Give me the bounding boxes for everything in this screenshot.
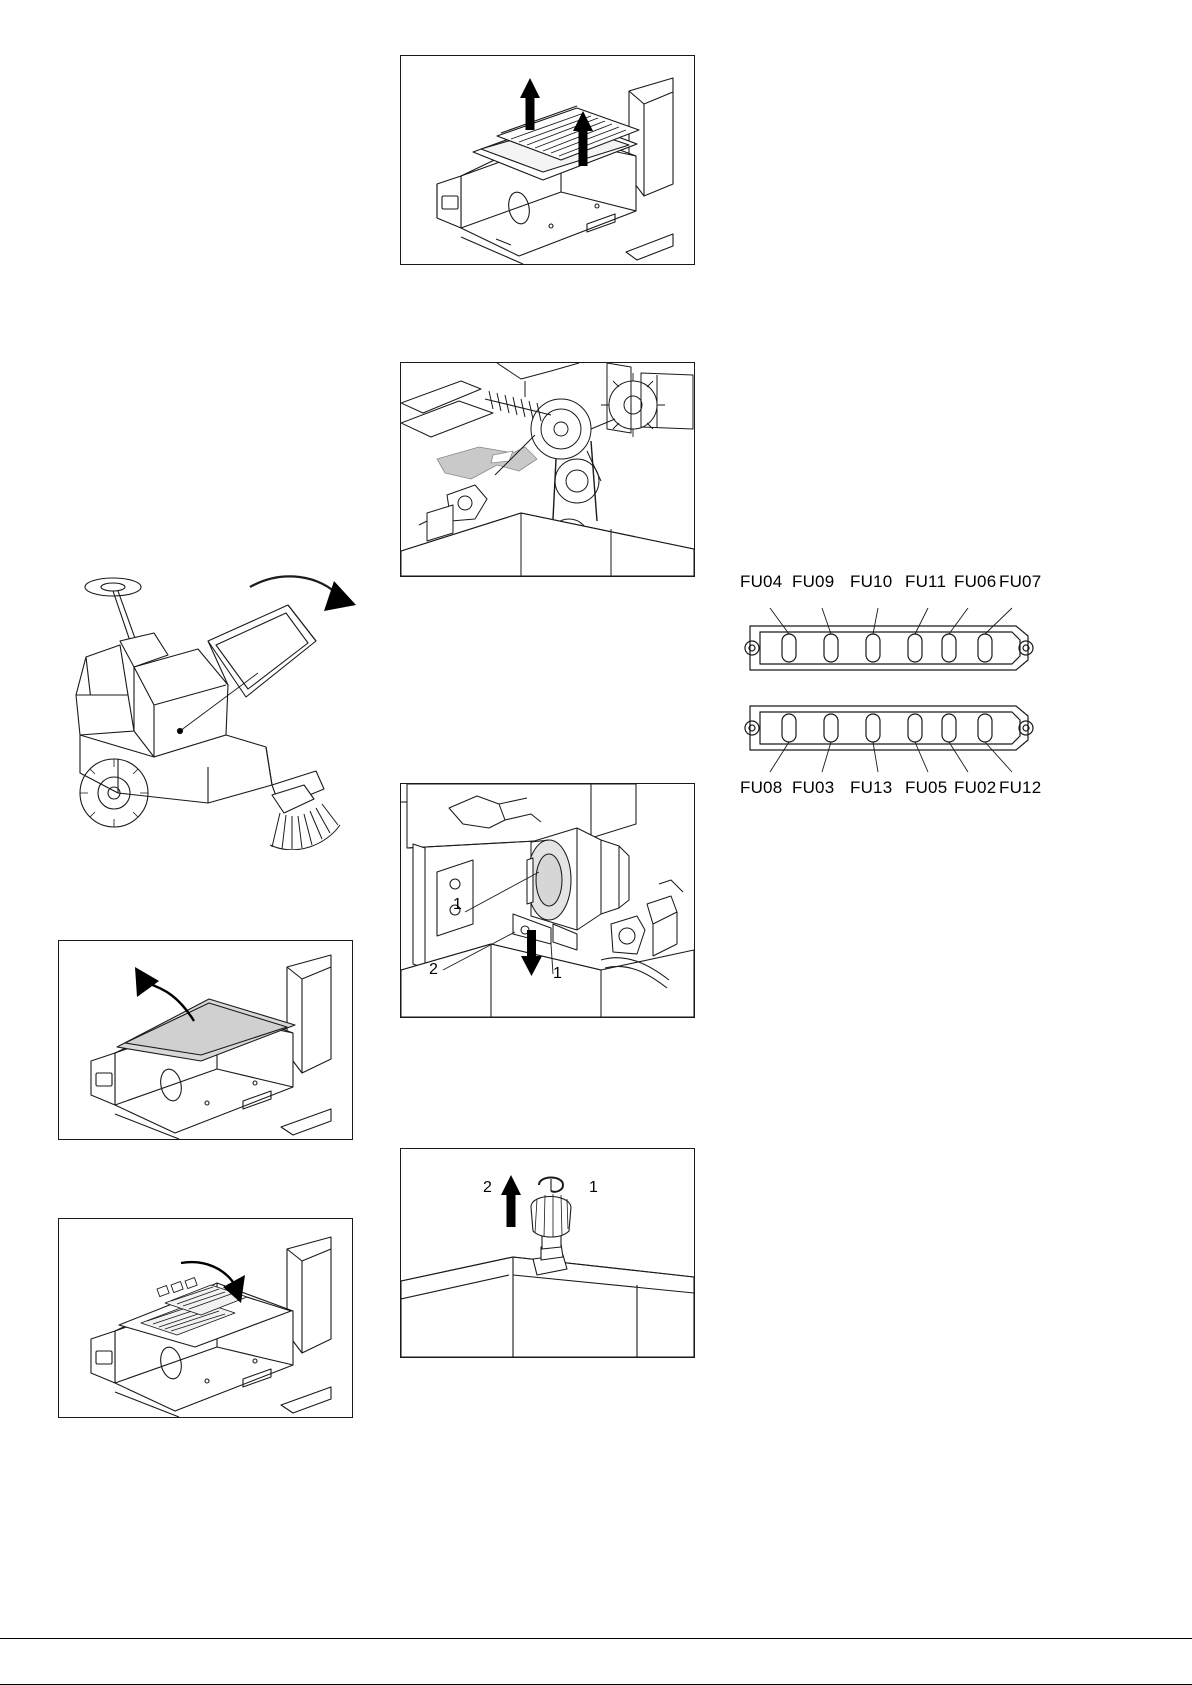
figure-air-filter-removal bbox=[400, 783, 695, 1018]
fuse-label-bottom-4: FU05 bbox=[905, 778, 948, 797]
fuse-label-bottom-1: FU08 bbox=[740, 778, 783, 797]
figure-machine-hood-open-overview bbox=[58, 545, 403, 850]
fuse-label-bottom-2: FU03 bbox=[792, 778, 835, 797]
fuse-label-top-4: FU11 bbox=[905, 572, 947, 591]
fuse-label-top-5: FU06 bbox=[954, 572, 997, 591]
fuse-label-bottom-5: FU02 bbox=[954, 778, 997, 797]
page-footer-rule-1 bbox=[0, 1638, 1192, 1639]
fuse-label-top-2: FU09 bbox=[792, 572, 835, 591]
callout-air-filter-1b: 1 bbox=[553, 965, 562, 982]
figure-hopper-filter-lift bbox=[400, 55, 695, 265]
fuse-label-top-1: FU04 bbox=[740, 572, 783, 591]
callout-air-filter-2: 2 bbox=[429, 961, 438, 978]
callout-beacon-1: 1 bbox=[589, 1179, 598, 1196]
figure-hopper-filters-exposed bbox=[58, 1218, 353, 1418]
callout-beacon-2: 2 bbox=[483, 1179, 492, 1196]
fuse-label-bottom-3: FU13 bbox=[850, 778, 893, 797]
figure-fuse-panel bbox=[730, 560, 1060, 825]
fuse-label-bottom-6: FU12 bbox=[999, 778, 1042, 797]
fuse-label-top-3: FU10 bbox=[850, 572, 893, 591]
fuse-label-top-6: FU07 bbox=[999, 572, 1042, 591]
figure-engine-belt-compartment bbox=[400, 362, 695, 577]
figure-hopper-cover-open bbox=[58, 940, 353, 1140]
arrow-up bbox=[501, 1175, 521, 1227]
callout-air-filter-1a: 1 bbox=[453, 896, 462, 913]
figure-beacon-lamp-removal bbox=[400, 1148, 695, 1358]
